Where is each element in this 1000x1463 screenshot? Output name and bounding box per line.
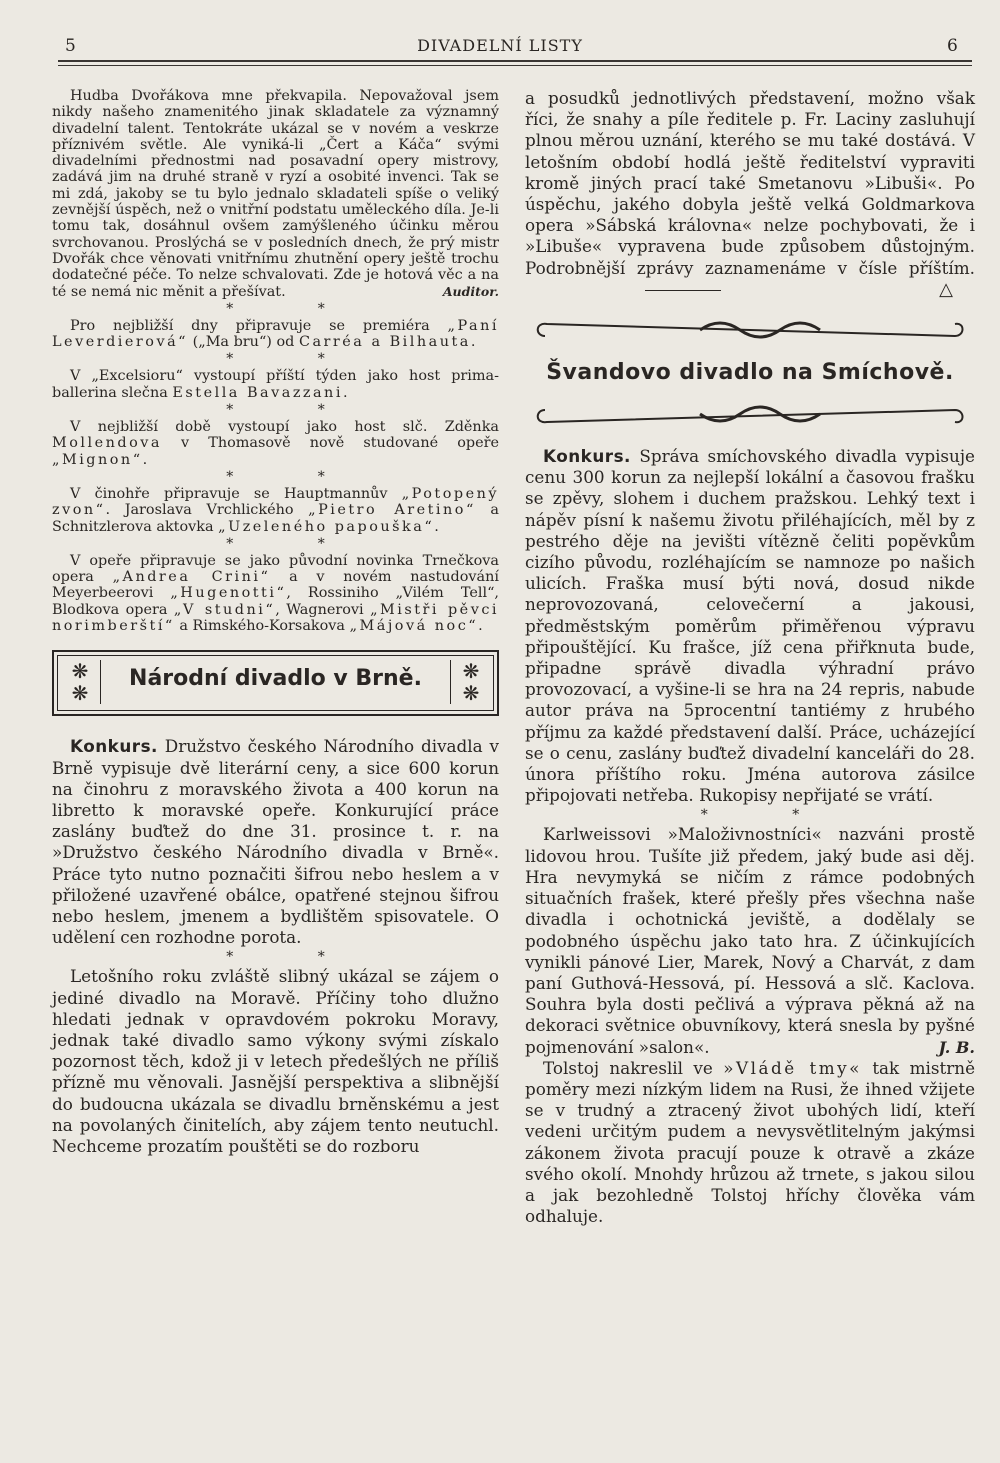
smichov-konkurs: Konkurs. Správa smíchovského divadla vypisuje cenu 300 korun za nejlepší lokální a časovou frašku se zpěvy, slohem i duchem pražskou. Lehký text i nápěv písní k našemu životu přiléhajících, měl by z pestrého děje na jevišti vítězně čeliti popěvkům cizího původu, rozléhajícím se namnoze po našich ulicích. Fraška musí býti nová, dosud nikde neprovozovaná, celovečerní a jakousi, předměstským poměrům přiměřenou výpravu připouštějící. Ku frašce, jíž cena přiřknuta bude, připadne správě divadla výhradní právo provozovací, a vyšine-li se hra na 24 repris, nabude autor práva na 5procentní tantiémy z hrubého příjmu za každé představení další. Práce, ucházející se o cenu, zaslány buďtež divadelní kanceláři do 28. února příštího roku. Jména autorova zásilce připojovati netřeba. Rukopisy nepřijaté se vrátí. xyxy=(525,446,975,806)
header-rule xyxy=(58,60,972,66)
separator-stars: * * xyxy=(226,351,365,368)
separator-stars: * * xyxy=(226,949,365,966)
journal-title: DIVADELNÍ LISTY xyxy=(417,36,583,55)
review-paragraph xyxy=(52,88,499,300)
brno-article-continued: a posudků jednotlivých představení, možno však říci, že snahy a píle ředitele p. Fr. Laciny zasluhují plnou měrou uznání, kterého se mu také dostává. V letošním období hodlá ještě ředitelství vypraviti kromě jiných prací také Smetanovu »Libuši«. Po úspěchu, jakého dobyla ještě velká Goldmarkova opera »Sábská královna« nelze pochybovati, že i »Libuše« vypravena bude způsobem důstojným. Podrobnější zprávy zaznamenáme v čísle příštím. △ xyxy=(525,88,975,300)
review-text: Hudba Dvořákova mne překvapila. Nepovažoval jsem nikdy našeho znamenitého jinak skladatele za významný divadelní talent. Tentokráte ukázal se v novém a veskrze příznivém světle. Ale vyniká-li „Čert a Káča“ svými divadelními přednostmi nad posavadní opery mistrovy, zadává jim na druhé straně v ryzí a osobité invenci. Tak se mi zdá, jakoby se tu bylo jednalo skladateli spíše o veliký zevnější úspěch, než o vnitřní podstatu uměleckého díla. Je-li tomu tak, dosáhnul ovšem zamýšleného účinku měrou svrchovanou. Proslýchá se v posledních dnech, že prý mistr Dvořák chce věnovati vnitřnímu zhutnění opery ještě trochu dodatečné péče. To nelze schvalovati. Zde je hotová věc a na té se nemá nic měnit a přešívat. xyxy=(52,88,499,300)
separator-stars: * * xyxy=(226,468,365,485)
flower-ornament-icon: ❋ ❋ xyxy=(450,660,491,704)
separator-stars: * * xyxy=(226,535,365,552)
news-item: V činohře připravuje se Hauptmannův „Potopený zvon“. Jaroslava Vrchlického „Pietro Aretino“ a Schnitzlerova aktovka „Uzeleného papouška“. xyxy=(52,485,500,535)
left-column xyxy=(52,88,499,1157)
review-tolstoj: Tolstoj nakreslil ve »Vládě tmy« tak mistrně poměry mezi nízkým lidem na Rusi, že ihned vžijete se v trudný a ztracený život ubohých lidí, kteří vedeni určitým pudem a nevysvětlitelným jakýmsi zákonem života pracují pouze k otravě a zkáze svého okolí. Mnohdy hrůzou až trnete, s jakou silou a jak bezohledně Tolstoj hříchy člověka vám odhaluje. xyxy=(525,1057,976,1227)
review-karlweiss: Karlweissovi »Maloživnostníci« nazváni prostě lidovou hrou. Tušíte již předem, jaký bude asi děj. Hra nevymyká se ničím z rámce podobných situačních frašek, které přešly přes všechna naše divadla i ochotnická jeviště, a dodělaly se podobného úspěchu jako tato hra. Z účinkujících vynikli pánové Lier, Marek, Nový a Charvát, z dam paní Guthová-Hessová, pí. Hessová a slč. Kaclova. Souhra byla dosti pečlivá a výprava pěkná až na dekoraci světnice obuvníkovy, která snesla by pyšné pojmenování »salon«. J. B. xyxy=(525,824,975,1057)
smichov-section-heading: Švandovo divadlo na Smíchově. xyxy=(546,360,954,386)
separator-stars: * * xyxy=(226,300,365,317)
news-item: V „Excelsioru“ vystoupí příští týden jako host prima-ballerina slečna Estella Bavazzani. xyxy=(52,368,499,401)
page-number-left: 5 xyxy=(65,36,76,56)
brno-konkurs: Konkurs. Družstvo českého Národního divadla v Brně vypisuje dvě literární ceny, a sice 600 korun na činohru z moravského života a 400 korun na libretto k moravské opeře. Konkurující práce zaslány buďtež do dne 31. prosince t. r. na »Družstvo českého Národního divadla v Brně«. Práce tyto nutno poznačiti šifrou nebo heslem a v přiložené uzavřené obálce, opatřené stejnou šifrou nebo heslem, jmenem a bydlištěm spisovatele. O udělení cen rozhodne porota. xyxy=(52,736,499,948)
separator-stars: * * xyxy=(700,807,840,824)
scroll-ornament-icon xyxy=(525,314,975,344)
page-number-right: 6 xyxy=(947,36,958,56)
flower-ornament-icon: ❋ ❋ xyxy=(60,660,101,704)
separator-stars: * * xyxy=(226,402,365,419)
short-rule xyxy=(645,290,721,291)
brno-article: Letošního roku zvláště slibný ukázal se zájem o jediné divadlo na Moravě. Příčiny toho dlužno hledati jednak v opravdovém pokroku Moravy, jednak také divadlo samo výkony svými získalo pozornost těch, kdož ji v letech předešlých ne příliš přízně mu věnovali. Jasnější perspektiva a slibnější do budoucna ukázala se divadlu brněnskému a jest na povolaných činitelích, aby zájem tento neutuchl. Nechceme prozatím pouštěti se do rozboru xyxy=(52,966,499,1156)
review-signature: J. B. xyxy=(938,1037,975,1057)
scroll-ornament-icon xyxy=(525,400,975,430)
review-signature: Auditor. xyxy=(442,283,499,299)
page-header xyxy=(0,0,1000,60)
brno-section-heading: Národní divadlo v Brně. xyxy=(129,666,422,692)
triangle-mark-icon: △ xyxy=(939,278,953,300)
right-column xyxy=(525,88,975,1227)
news-item: V opeře připravuje se jako původní novinka Trnečkova opera „Andrea Crini“ a v novém nastudování Meyerbeerovi „Hugenotti“, Rossiniho „Vilém Tell“, Blodkova opera „V studni“, Wagnerovi „Mistři pěvci norimberští“ a Rimského-Korsakova „Májová noc“. xyxy=(52,552,499,635)
smichov-section-heading-block xyxy=(525,306,975,434)
news-item: Pro nejbližší dny připravuje se premiéra „Paní Leverdierová“ („Ma bru“) od Carréa a Bilhauta. xyxy=(52,317,499,351)
brno-section-heading-box xyxy=(52,650,499,716)
news-item: V nejbližší době vystoupí jako host slč. Zděnka Mollendova v Thomasově nově studované opeře „Mignon“. xyxy=(52,419,499,468)
